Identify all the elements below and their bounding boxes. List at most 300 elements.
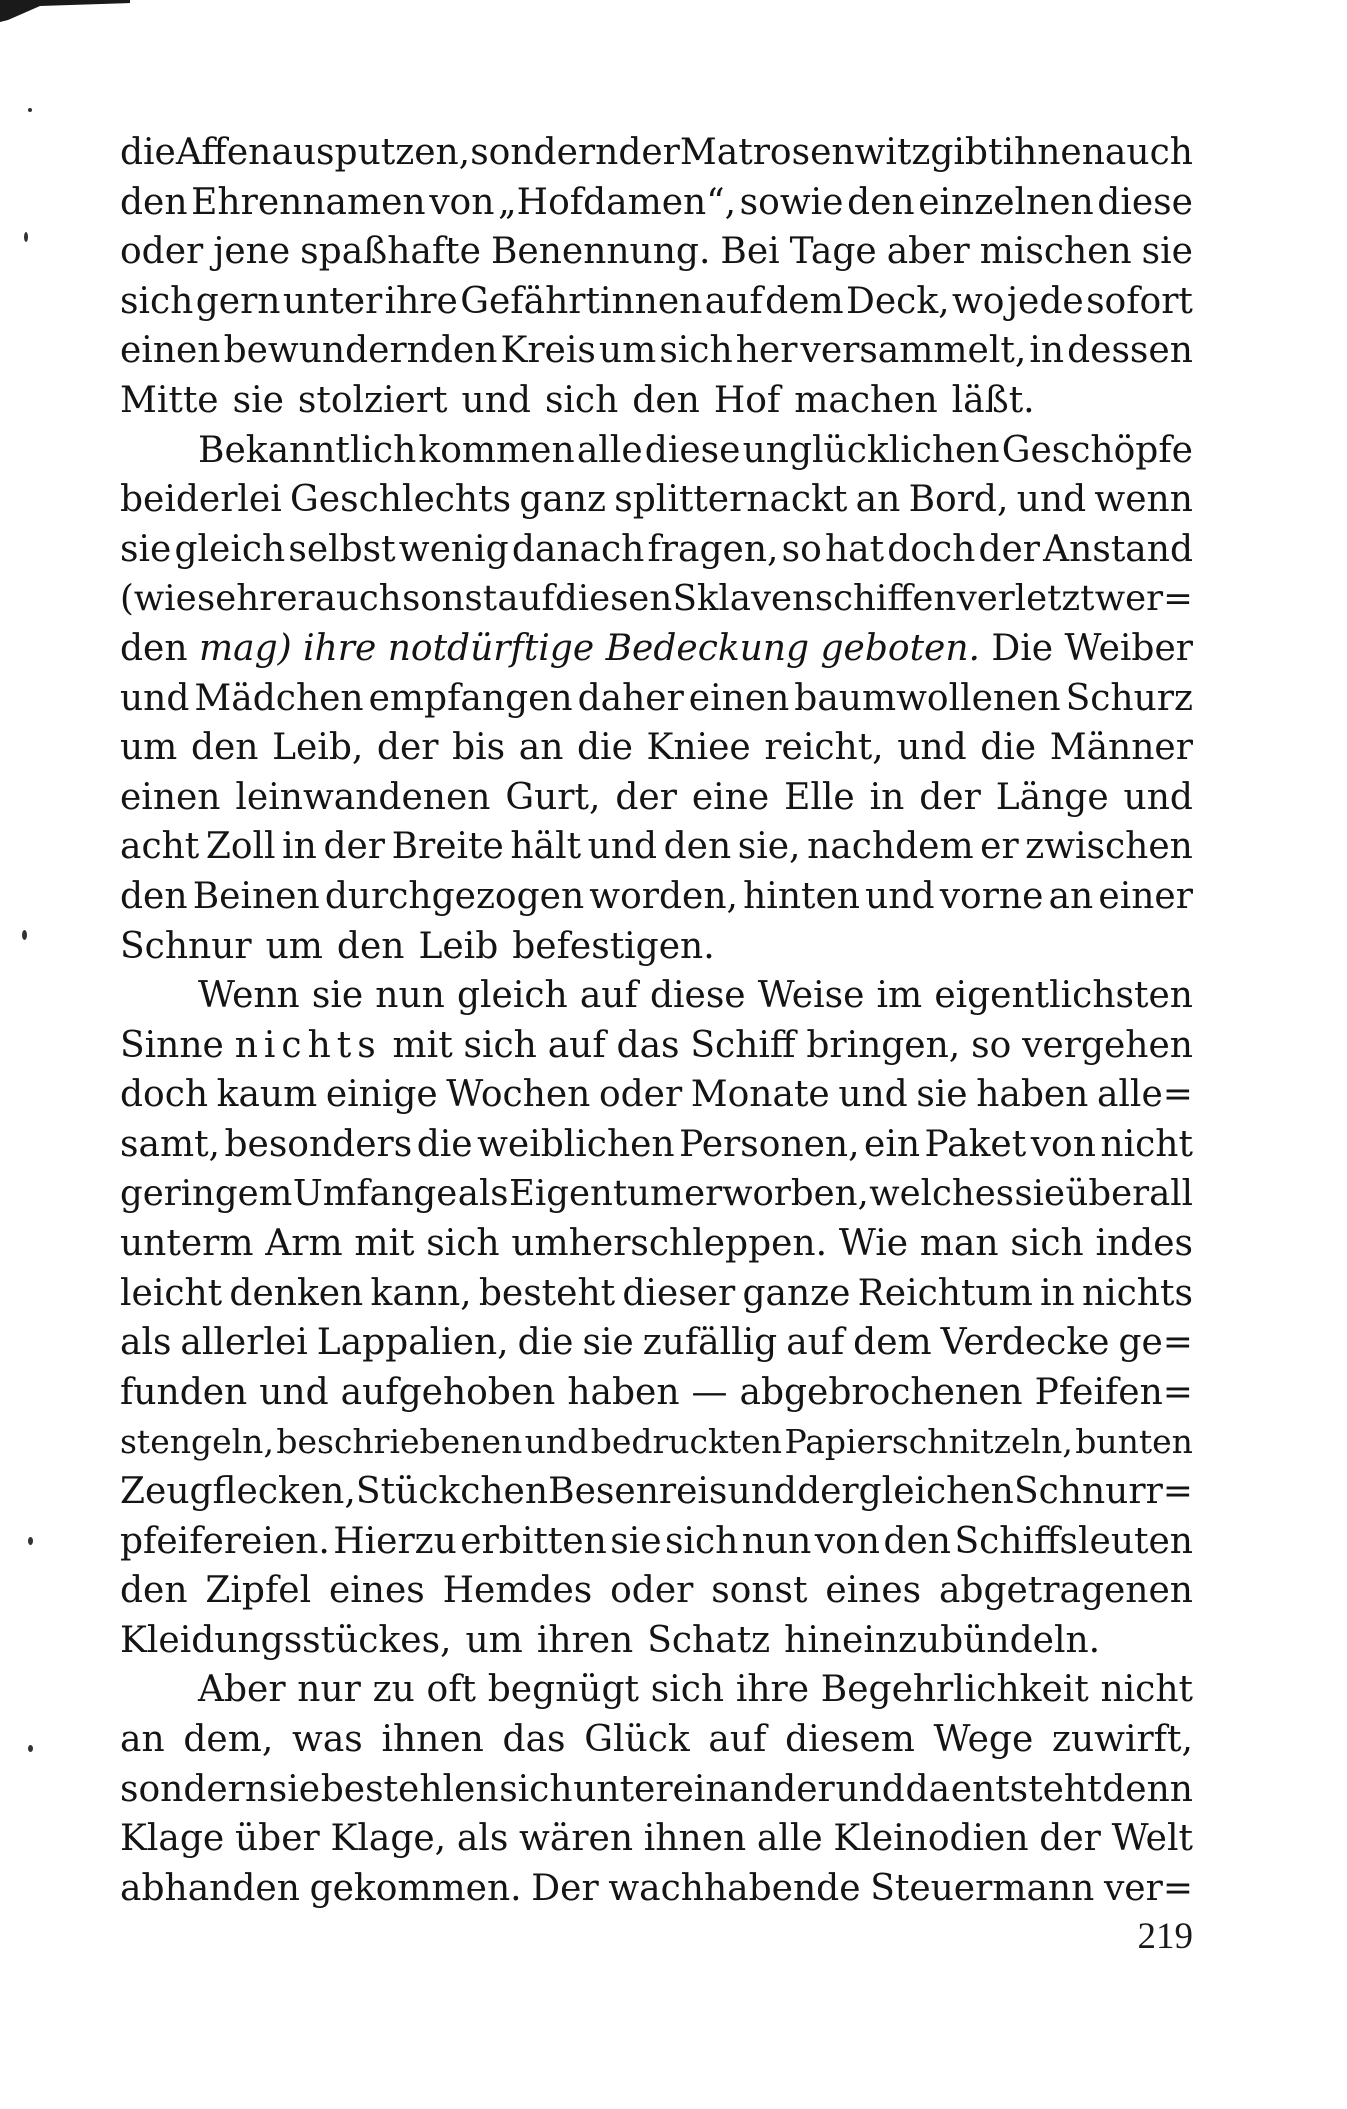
- word: auf: [547, 1024, 606, 1066]
- word: Glück: [584, 1719, 690, 1760]
- word: welches: [869, 1173, 1014, 1215]
- word: Wenn: [198, 975, 300, 1017]
- word: aufgehoben: [340, 1371, 556, 1413]
- word: der: [615, 776, 677, 818]
- word: jede: [1006, 280, 1084, 322]
- word: und: [865, 875, 935, 917]
- word: Kleidungsstückes,: [120, 1619, 452, 1661]
- word: auch: [314, 578, 402, 620]
- word: überall: [1065, 1173, 1193, 1215]
- word: spaßhafte: [300, 231, 481, 273]
- word: einen: [688, 677, 790, 719]
- word: nichts: [1081, 1272, 1193, 1314]
- word: ihre: [303, 627, 377, 669]
- word: er: [980, 826, 1019, 868]
- word: als: [456, 1818, 509, 1860]
- word: Gefährtinnen: [460, 280, 703, 322]
- text-line: [120, 1021, 1193, 1071]
- word: Deck,: [845, 280, 950, 322]
- word: gleich: [174, 528, 286, 570]
- word: sich: [1010, 1223, 1084, 1265]
- word: so: [781, 528, 822, 570]
- text-line: [120, 1814, 1193, 1864]
- word: die: [416, 1123, 473, 1165]
- word: mag): [198, 627, 292, 669]
- word: der: [1039, 1818, 1101, 1860]
- word: sonst: [402, 578, 498, 620]
- word: Klage: [120, 1818, 225, 1860]
- word: an: [855, 479, 901, 521]
- word: Wie: [838, 1223, 909, 1265]
- word: leinwandenen: [235, 776, 491, 818]
- word: Geschöpfe: [1001, 429, 1193, 471]
- word: empfangen: [368, 677, 573, 719]
- word: über: [234, 1818, 320, 1860]
- word: Verdecke: [940, 1322, 1110, 1364]
- word: oder: [610, 1570, 694, 1612]
- margin-speck: [28, 108, 32, 112]
- word: der: [919, 776, 981, 818]
- word: sich: [659, 330, 733, 372]
- text-line: [120, 1467, 1193, 1517]
- word: eines: [825, 1570, 922, 1612]
- word: den: [120, 875, 188, 917]
- word: vorne: [939, 875, 1044, 917]
- word: dem,: [183, 1719, 274, 1760]
- word: auf: [579, 975, 638, 1017]
- word: sowie: [739, 181, 844, 223]
- word: was: [292, 1719, 363, 1760]
- word: Gurt,: [505, 776, 601, 818]
- word: um: [120, 727, 178, 769]
- word: und: [259, 1371, 329, 1413]
- text-line: [120, 128, 1193, 178]
- word: in: [1039, 1272, 1075, 1314]
- word: kommen: [418, 429, 575, 471]
- word: aber: [886, 231, 970, 273]
- word: gern: [195, 280, 281, 322]
- word: Bedeckung: [605, 627, 810, 669]
- word: geboten.: [820, 627, 980, 669]
- word: er: [276, 578, 315, 620]
- margin-speck: [22, 930, 27, 940]
- word: wer=: [1094, 578, 1193, 620]
- text-line: [120, 773, 1193, 823]
- word: ausputzen,: [271, 132, 471, 173]
- text-line: [120, 1517, 1193, 1567]
- word: Begehrlichkeit: [820, 1669, 1089, 1711]
- word: diese: [644, 429, 741, 471]
- word: vergehen: [1022, 1024, 1193, 1066]
- word: und: [835, 1768, 905, 1810]
- text-line: [120, 1864, 1193, 1914]
- word: Beinen: [192, 875, 320, 917]
- word: der: [376, 727, 439, 769]
- word: auf: [786, 1322, 845, 1364]
- word: Elle: [784, 776, 855, 818]
- word: splitternackt: [614, 479, 848, 521]
- word: eine: [691, 776, 770, 818]
- word: pfeifereien.: [120, 1520, 330, 1562]
- word: beschriebenen: [276, 1422, 523, 1462]
- word: stolziert: [297, 379, 448, 421]
- text-line: [120, 426, 1193, 476]
- text-line: [120, 574, 1193, 624]
- word: jene: [213, 231, 291, 273]
- text-line: [120, 178, 1193, 228]
- word: sich: [426, 1223, 500, 1265]
- word: alle=: [1096, 1074, 1193, 1116]
- word: sehr: [197, 578, 277, 620]
- word: Reichtum: [857, 1272, 1033, 1314]
- word: sie: [1014, 1173, 1066, 1215]
- text-line: [120, 822, 1193, 872]
- word: auf: [497, 578, 555, 620]
- word: und: [838, 1074, 908, 1116]
- word: befestigen.: [512, 925, 715, 967]
- word: und: [587, 826, 658, 868]
- word: Wege: [933, 1719, 1034, 1760]
- word: unterm: [120, 1223, 254, 1265]
- word: wenig: [398, 528, 509, 570]
- text-line: [120, 1169, 1193, 1219]
- text-line: [120, 475, 1193, 525]
- word: im: [876, 975, 923, 1017]
- text-line: [120, 872, 1193, 922]
- word: so: [971, 1024, 1012, 1066]
- word: das: [616, 1024, 680, 1066]
- word: an: [120, 1719, 165, 1760]
- word: den: [632, 379, 700, 421]
- text-line: [120, 326, 1193, 376]
- word: sie: [610, 1520, 662, 1562]
- text-line: [120, 674, 1193, 724]
- word: indes: [1095, 1223, 1193, 1265]
- word: die: [517, 1322, 574, 1364]
- word: sich: [544, 379, 619, 421]
- word: das: [502, 1719, 566, 1760]
- word: umherschleppen.: [511, 1223, 828, 1265]
- word: Leib,: [272, 727, 364, 769]
- word: Schiffsleuten: [954, 1520, 1193, 1562]
- word: begnügt: [487, 1669, 639, 1711]
- word: dem: [853, 1322, 932, 1364]
- word: erbitten: [460, 1520, 607, 1562]
- word: und: [120, 677, 190, 719]
- word: ihren: [536, 1619, 634, 1661]
- word: allerlei: [180, 1322, 308, 1364]
- word: Bei: [720, 231, 780, 273]
- word: Männer: [1049, 727, 1193, 769]
- word: baumwollenen: [794, 677, 1061, 719]
- word: Zipfel: [205, 1570, 312, 1612]
- word: ihnen: [1002, 132, 1105, 173]
- margin-speck: [28, 1745, 33, 1752]
- word: läßt.: [951, 379, 1035, 421]
- word: untereinander: [573, 1768, 835, 1810]
- word: Zoll: [205, 826, 276, 868]
- word: Kleinodien: [833, 1818, 1029, 1860]
- word: und: [461, 379, 531, 421]
- word: und: [1016, 479, 1087, 521]
- word: ein: [864, 1123, 921, 1165]
- word: dem: [765, 280, 844, 322]
- word: sofort: [1086, 280, 1193, 322]
- word: gekommen.: [309, 1867, 522, 1909]
- word: nur: [297, 1669, 361, 1711]
- word: leicht: [120, 1272, 223, 1314]
- word: nichts: [234, 1024, 382, 1066]
- word: sich: [650, 1669, 725, 1711]
- word: Schatz: [647, 1619, 771, 1661]
- word: der: [978, 528, 1041, 570]
- word: und: [897, 727, 967, 769]
- word: um: [465, 1619, 523, 1661]
- word: sich: [463, 1024, 537, 1066]
- word: und: [1123, 776, 1193, 818]
- scan-corner-mark: [0, 0, 130, 22]
- word: sie,: [737, 826, 801, 868]
- word: Lappalien,: [316, 1322, 509, 1364]
- word: weiblichen: [477, 1123, 675, 1165]
- word: denn: [1102, 1768, 1193, 1810]
- word: Umfange: [292, 1173, 458, 1215]
- word: von: [429, 181, 495, 223]
- word: oft: [426, 1669, 476, 1711]
- word: ihnen: [381, 1719, 484, 1760]
- word: abhanden: [120, 1867, 300, 1909]
- text-line: [120, 1070, 1193, 1120]
- word: Besenreis: [548, 1471, 728, 1513]
- word: Aber: [198, 1669, 286, 1711]
- word: in: [282, 826, 317, 868]
- word: Weise: [757, 975, 865, 1017]
- word: haben: [567, 1371, 680, 1413]
- word: den: [190, 727, 259, 769]
- word: besonders: [224, 1123, 413, 1165]
- word: Zeugflecken,: [120, 1471, 356, 1513]
- margin-speck: [24, 232, 28, 242]
- word: sie: [582, 1322, 634, 1364]
- word: alle: [756, 1818, 823, 1860]
- word: dieser: [622, 1272, 736, 1314]
- text-line: [120, 624, 1193, 674]
- word: kann,: [370, 1272, 472, 1314]
- word: sich: [664, 1520, 739, 1562]
- word: den: [120, 627, 188, 669]
- word: ihre: [384, 280, 458, 322]
- word: wachhabende: [608, 1867, 861, 1909]
- word: Leib: [418, 925, 499, 967]
- word: sie: [311, 975, 364, 1017]
- word: danach: [511, 528, 645, 570]
- word: Wochen: [446, 1074, 591, 1116]
- word: ihre: [735, 1669, 810, 1711]
- word: diesem: [785, 1719, 915, 1760]
- word: notdürftige: [387, 627, 595, 669]
- word: daher: [577, 677, 684, 719]
- word: auf: [704, 280, 763, 322]
- word: bestehlen: [320, 1768, 499, 1810]
- word: —: [691, 1371, 728, 1413]
- word: fragen,: [647, 528, 779, 570]
- word: besteht: [478, 1272, 616, 1314]
- word: hat: [824, 528, 885, 570]
- word: nicht: [1100, 1123, 1193, 1165]
- word: Benennung.: [490, 231, 711, 273]
- text-line: [120, 1368, 1193, 1418]
- word: Hierzu: [333, 1520, 457, 1562]
- word: machen: [794, 379, 938, 421]
- word: abgetragenen: [938, 1570, 1193, 1612]
- word: Welt: [1111, 1818, 1193, 1860]
- word: den: [120, 1570, 188, 1612]
- word: den: [847, 181, 915, 223]
- word: wo: [951, 280, 1005, 322]
- word: sie: [268, 1768, 321, 1810]
- word: Papierschnitzeln,: [784, 1422, 1073, 1462]
- word: reicht,: [764, 727, 884, 769]
- word: die: [577, 727, 633, 769]
- word: sonst: [711, 1570, 808, 1612]
- word: Kniee: [646, 727, 751, 769]
- word: wenn: [1094, 479, 1193, 521]
- text-line: [120, 1417, 1193, 1467]
- word: Der: [531, 1867, 599, 1909]
- word: einer: [1098, 875, 1193, 917]
- word: bis: [452, 727, 506, 769]
- word: Kreis: [500, 330, 596, 372]
- word: sich: [120, 280, 194, 322]
- word: Geschlechts: [290, 479, 512, 521]
- word: bewundernden: [223, 330, 498, 372]
- word: unter: [282, 280, 383, 322]
- word: der: [323, 826, 385, 868]
- text-line: [120, 1715, 1193, 1765]
- word: auch: [1104, 132, 1193, 173]
- text-line: [120, 227, 1193, 277]
- word: doch: [120, 1074, 209, 1116]
- word: die: [120, 132, 176, 173]
- word: Stückchen: [355, 1471, 549, 1513]
- word: Schiff: [690, 1024, 796, 1066]
- word: her: [735, 330, 798, 372]
- word: und: [524, 1422, 589, 1462]
- word: einen: [120, 776, 221, 818]
- word: der: [618, 132, 680, 173]
- text-line: [120, 1269, 1193, 1319]
- word: einen: [120, 330, 221, 372]
- word: geringem: [120, 1173, 293, 1215]
- word: Länge: [995, 776, 1109, 818]
- word: auf: [708, 1719, 767, 1760]
- word: um: [598, 330, 657, 372]
- word: Paket: [924, 1123, 1027, 1165]
- word: die: [980, 727, 1037, 769]
- word: bunten: [1075, 1422, 1193, 1462]
- word: Mitte: [120, 379, 219, 421]
- word: Bekanntlich: [198, 429, 417, 471]
- word: acht: [120, 826, 200, 868]
- word: sie: [916, 1074, 968, 1116]
- word: doch: [887, 528, 976, 570]
- text-line: [120, 376, 1193, 426]
- word: hineinzubündeln.: [784, 1619, 1101, 1661]
- word: an: [1048, 875, 1094, 917]
- word: mit: [392, 1024, 453, 1066]
- text-line: [120, 1616, 1193, 1666]
- word: Bord,: [908, 479, 1009, 521]
- word: sich: [499, 1768, 573, 1810]
- word: den: [336, 925, 405, 967]
- word: Arm: [265, 1223, 343, 1265]
- word: ver=: [1103, 1867, 1193, 1909]
- word: Schnur: [120, 925, 252, 967]
- word: hält: [510, 826, 582, 868]
- word: worden,: [589, 875, 738, 917]
- word: Tage: [789, 231, 877, 273]
- word: den: [663, 826, 732, 868]
- word: hinten: [743, 875, 860, 917]
- word: um: [265, 925, 323, 967]
- word: Weiber: [1064, 627, 1193, 669]
- word: sondern: [470, 132, 619, 173]
- word: und: [727, 1471, 797, 1513]
- word: erworben,: [684, 1173, 869, 1215]
- word: da: [905, 1768, 951, 1810]
- word: ihnen: [643, 1818, 747, 1860]
- text-line: [120, 922, 1193, 972]
- word: Sinne: [120, 1024, 224, 1066]
- word: Mädchen: [194, 677, 364, 719]
- text-line: [120, 971, 1193, 1021]
- margin-speck: [28, 1537, 33, 1545]
- word: Affen: [175, 132, 272, 173]
- text-line: [120, 277, 1193, 327]
- word: dergleichen: [797, 1471, 1014, 1513]
- text-line: [120, 723, 1193, 773]
- text-line: [120, 1566, 1193, 1616]
- word: an: [518, 727, 564, 769]
- word: dessen: [1067, 330, 1193, 372]
- word: alle: [576, 429, 643, 471]
- word: Anstand: [1043, 528, 1193, 570]
- word: ge=: [1118, 1322, 1193, 1364]
- text-line: [120, 1665, 1193, 1715]
- word: „Hofdamen“,: [498, 181, 737, 223]
- page-number: 219: [1137, 1916, 1193, 1957]
- word: diese: [1097, 181, 1193, 223]
- word: als: [120, 1322, 172, 1364]
- word: oder: [120, 231, 204, 273]
- text-line: [120, 1120, 1193, 1170]
- word: ganze: [742, 1272, 851, 1314]
- body-text: [120, 128, 1193, 1913]
- word: einzelnen: [918, 181, 1094, 223]
- word: bedruckten: [590, 1422, 783, 1462]
- word: als: [457, 1173, 509, 1215]
- word: in: [869, 776, 905, 818]
- word: wären: [519, 1818, 634, 1860]
- word: zufällig: [642, 1322, 778, 1364]
- word: Klage,: [330, 1818, 447, 1860]
- word: sie: [232, 379, 284, 421]
- word: diesen: [555, 578, 673, 620]
- word: diese: [649, 975, 746, 1017]
- word: stengeln,: [120, 1422, 274, 1462]
- word: von: [814, 1520, 880, 1562]
- text-line: [120, 1318, 1193, 1368]
